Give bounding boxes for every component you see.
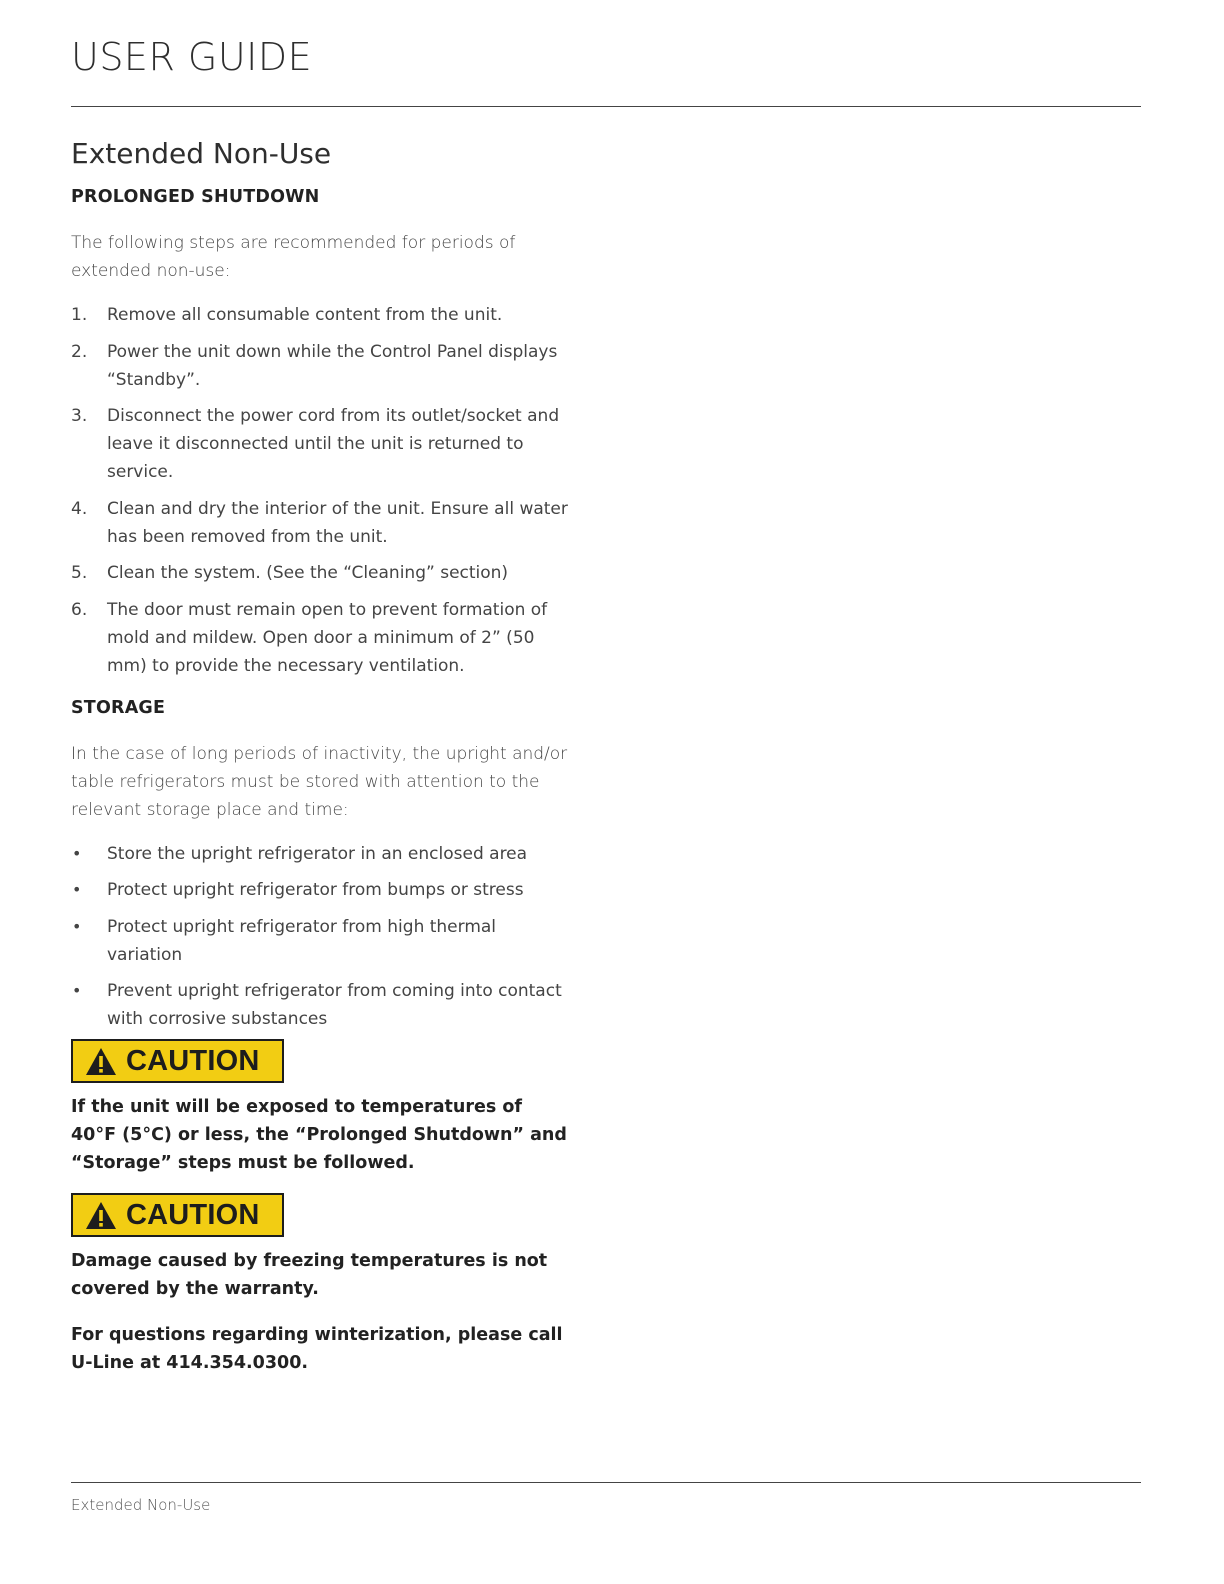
- footer-divider: [71, 1482, 1141, 1483]
- main-content: [71, 130, 571, 1377]
- bullet-text: Prevent upright refrigerator from coming into contact with corrosive substances: [107, 981, 562, 1029]
- list-item: [71, 495, 571, 551]
- list-item: [71, 559, 571, 587]
- step-text: Power the unit down while the Control Panel displays “Standby”.: [107, 341, 558, 390]
- page-header-title: USER GUIDE: [71, 35, 313, 79]
- list-item: [71, 977, 571, 1033]
- list-item: [71, 596, 571, 680]
- step-number: 4.: [71, 498, 88, 519]
- list-item: [71, 402, 571, 486]
- step-text: Disconnect the power cord from its outlet/socket and leave it disconnected until the unit is returned to service.: [107, 406, 560, 482]
- caution-text: Damage caused by freezing temperatures is not covered by the warranty.: [71, 1251, 548, 1299]
- list-item: [71, 876, 571, 904]
- step-text: Remove all consumable content from the unit.: [107, 305, 503, 325]
- list-item: [71, 338, 571, 394]
- caution-label: CAUTION: [126, 1199, 260, 1231]
- list-item: [71, 913, 571, 969]
- bullet-icon: •: [72, 981, 82, 1000]
- step-number: 1.: [71, 305, 88, 325]
- step-number: 2.: [71, 341, 88, 362]
- list-item: [71, 301, 571, 329]
- caution-text: If the unit will be exposed to temperatures of 40°F (5°C) or less, the “Prolonged Shutdown” and “Storage” steps must be followed.: [71, 1097, 567, 1173]
- bullet-icon: •: [72, 880, 82, 899]
- step-text: The door must remain open to prevent formation of mold and mildew. Open door a minimum of 2” (50 mm) to provide the necessary ventilation.: [107, 599, 548, 676]
- prolonged-shutdown-intro: The following steps are recommended for periods of extended non-use:: [71, 233, 516, 281]
- footer-label: Extended Non-Use: [71, 1496, 211, 1514]
- step-number: 3.: [71, 406, 88, 426]
- contact-note: For questions regarding winterization, please call U-Line at 414.354.0300.: [71, 1325, 563, 1373]
- warning-triangle-icon: [85, 1047, 117, 1076]
- bullet-icon: •: [72, 843, 82, 863]
- step-text: Clean the system. (See the “Cleaning” section): [107, 563, 509, 583]
- caution-label: CAUTION: [126, 1045, 260, 1077]
- shutdown-steps-list: [71, 301, 571, 680]
- prolonged-shutdown-heading: PROLONGED SHUTDOWN: [71, 187, 320, 207]
- section-title: Extended Non-Use: [71, 137, 332, 170]
- step-number: 5.: [71, 563, 88, 583]
- storage-bullets-list: [71, 840, 571, 1034]
- step-number: 6.: [71, 599, 88, 620]
- bullet-text: Protect upright refrigerator from bumps or stress: [107, 880, 524, 900]
- caution-badge: [71, 1193, 284, 1237]
- header-divider: [71, 106, 1141, 107]
- step-text: Clean and dry the interior of the unit. Ensure all water has been removed from the unit.: [107, 498, 568, 547]
- caution-badge: [71, 1039, 284, 1083]
- bullet-icon: •: [72, 916, 82, 936]
- storage-heading: STORAGE: [71, 697, 166, 718]
- list-item: [71, 840, 571, 868]
- bullet-text: Protect upright refrigerator from high thermal variation: [107, 916, 497, 965]
- storage-intro: In the case of long periods of inactivity, the upright and/or table refrigerators must be stored with attention to the relevant storage place and time:: [71, 743, 568, 820]
- bullet-text: Store the upright refrigerator in an enclosed area: [107, 843, 528, 864]
- warning-triangle-icon: [85, 1201, 117, 1230]
